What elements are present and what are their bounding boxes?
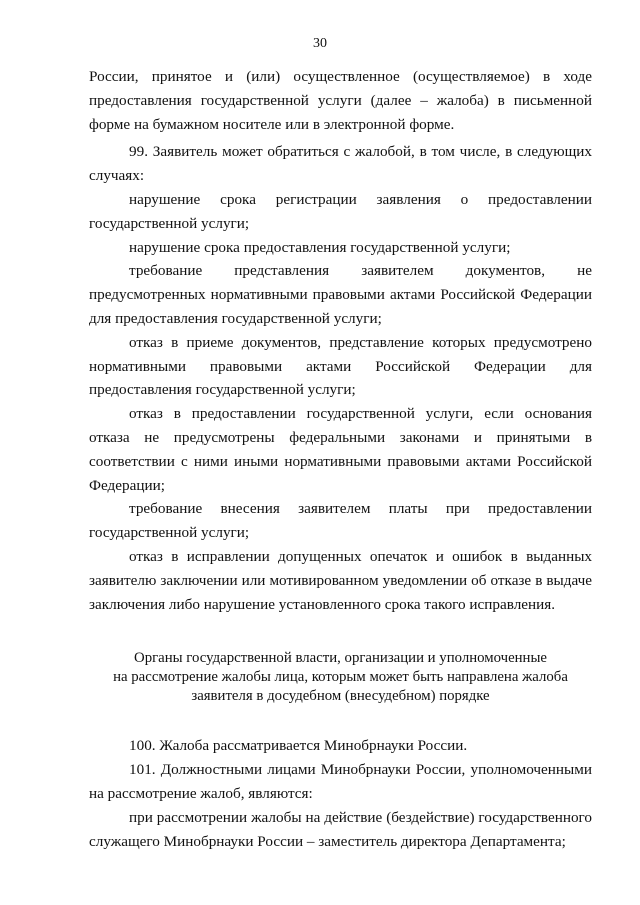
- paragraph: требование внесения заявителем платы при предоставлении государственной услуги;: [89, 500, 592, 542]
- section-heading-line: заявителя в досудебном (внесудебном) порядке: [191, 688, 490, 705]
- paragraph: нарушение срока предоставления государственной услуги;: [129, 238, 511, 256]
- paragraph: требование представления заявителем документов, не предусмотренных нормативными правовыми актами Российской Федерации для предоставления государственной услуги;: [89, 262, 592, 327]
- paragraph: отказ в предоставлении государственной услуги, если основания отказа не предусмотрены федеральными законами и принятыми в соответствии с ними иными нормативными правовыми актами Российской Федерации;: [89, 405, 592, 494]
- paragraph: при рассмотрении жалобы на действие (бездействие) государственного служащего Минобрнауки России – заместитель директора Департамента;: [89, 808, 592, 850]
- section-heading-line: Органы государственной власти, организации и уполномоченные: [134, 650, 547, 667]
- paragraph: отказ в приеме документов, представление которых предусмотрено нормативными правовыми актами Российской Федерации для предоставления государственной услуги;: [89, 333, 592, 399]
- paragraph: 100. Жалоба рассматривается Минобрнауки России.: [129, 737, 468, 755]
- paragraph: отказ в исправлении допущенных опечаток и ошибок в выданных заявителю заключении или мотивированном уведомлении об отказе в выдаче заключения либо нарушение установленного срока такого исправления.: [89, 547, 592, 613]
- paragraph: 101. Должностными лицами Минобрнауки России, уполномоченными на рассмотрение жалоб, являются:: [89, 761, 592, 802]
- paragraph: 99. Заявитель может обратиться с жалобой, в том числе, в следующих случаях:: [89, 143, 592, 185]
- document-body: [89, 65, 592, 853]
- paragraph: России, принятое и (или) осуществленное (осуществляемое) в ходе предоставления государственной услуги (далее – жалоба) в письменной форме на бумажном носителе или в электронной форме.: [89, 68, 592, 133]
- paragraph: нарушение срока регистрации заявления о предоставлении государственной услуги;: [89, 190, 592, 232]
- section-heading: [89, 649, 592, 706]
- page-number: 30: [313, 36, 327, 51]
- section-heading-line: на рассмотрение жалобы лица, которым может быть направлена жалоба: [113, 669, 568, 686]
